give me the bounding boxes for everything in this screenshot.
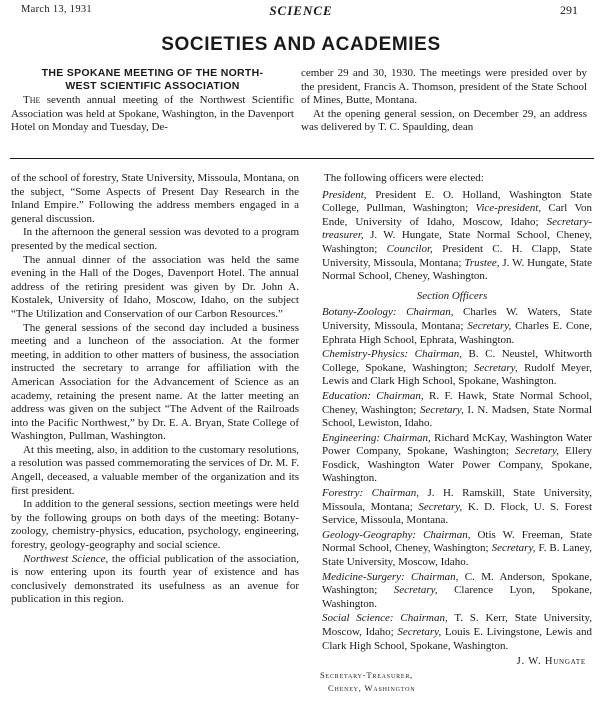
secretary-text: Louis E. Livingstone, Lewis and Clark High School, Spokane, Washington. bbox=[322, 626, 592, 652]
issue-date: March 13, 1931 bbox=[21, 4, 92, 15]
secretary-label: Secretary, bbox=[491, 542, 536, 555]
secretary-text: Charles E. Cone, Ephrata High School, Ephrata, Washington. bbox=[322, 319, 592, 346]
chairman-label: Chairman, bbox=[383, 431, 431, 444]
section-name: Botany-Zoology: bbox=[322, 306, 407, 319]
section-name: Forestry: bbox=[322, 487, 372, 500]
section-officer-entry bbox=[312, 306, 592, 347]
journal-name: SCIENCE bbox=[269, 3, 333, 18]
secretary-text: Clarence Lyon, Spokane, Washington. bbox=[322, 584, 592, 610]
afternoon-paragraph: In the afternoon the general session was devoted to a program presented by the medical section. bbox=[11, 226, 299, 252]
main-right-column bbox=[312, 172, 592, 695]
secretary-label: Secretary, bbox=[397, 626, 442, 638]
section-officer-entry bbox=[312, 571, 592, 612]
section-name: Chemistry-Physics: bbox=[322, 348, 415, 361]
article-title-line-2: WEST SCIENTIFIC ASSOCIATION bbox=[65, 80, 240, 92]
section-officer-entry bbox=[312, 612, 592, 653]
chairman-label: Chairman, bbox=[400, 612, 448, 625]
intro-lead-word: The bbox=[23, 94, 41, 106]
chairman-label: Chairman, bbox=[371, 487, 419, 500]
intro-left-column bbox=[11, 67, 294, 135]
journal-paragraph bbox=[11, 553, 299, 607]
secretary-text: K. D. Flock, U. S. Forest Service, Missoula, Montana. bbox=[322, 500, 592, 527]
article-title bbox=[11, 67, 294, 93]
chairman-label: Chairman, bbox=[376, 389, 424, 402]
opening-paragraph-part2: of the school of forestry, State University, Missoula, Montana, on the subject, “Some Aspects of Present Day Research in the Inland Empire.” Following the address members engaged in a general discussion. bbox=[11, 172, 299, 225]
officer-text: President E. O. Holland, Washington State College, Pullman, Washington; bbox=[322, 188, 592, 215]
opening-paragraph-part1: At the opening general session, on December 29, an address was delivered by T. C. Spaulding, dean bbox=[301, 107, 587, 134]
chairman-text: T. S. Kerr, State University, Moscow, Idaho; bbox=[322, 612, 592, 638]
journal-text: the official publication of the association, is now entering upon its fourth year of existence and has conclusively demonstrated its usefulness as an avenue for publication in this region. bbox=[11, 552, 299, 606]
officer-role: President, bbox=[322, 188, 367, 201]
chairman-label: Chairman, bbox=[411, 570, 459, 583]
officers-paragraph bbox=[312, 189, 592, 284]
secretary-label: Secretary, bbox=[418, 500, 463, 513]
section-officers-list bbox=[312, 306, 592, 653]
officer-role: Vice-president, bbox=[475, 202, 542, 215]
officer-role: Councilor, bbox=[386, 242, 433, 255]
secretary-label: Secretary, bbox=[419, 403, 464, 416]
intro-text-part1: seventh annual meeting of the Northwest Scientific Association was held at Spokane, Washington, in the Davenport Hotel on Monday and Tuesday, De- bbox=[11, 94, 294, 134]
main-left-column bbox=[11, 172, 299, 607]
section-officer-entry bbox=[312, 487, 592, 528]
secretary-text: I. N. Madsen, State Normal School, Lewiston, Idaho. bbox=[322, 403, 592, 430]
resolution-paragraph: At this meeting, also, in addition to the customary resolutions, a resolution was passed commemorating the services of Dr. M. F. Angell, deceased, a valuable member of the organization and its first president. bbox=[11, 443, 299, 497]
chairman-text: B. C. Neustel, Whitworth College, Spokane, Washington; bbox=[322, 348, 593, 374]
section-title: SOCIETIES AND ACADEMIES bbox=[161, 34, 441, 55]
chairman-label: Chairman, bbox=[406, 306, 454, 319]
officer-role: Trustee, bbox=[464, 256, 500, 269]
page-number: 291 bbox=[560, 3, 578, 17]
section-name: Social Science: bbox=[322, 612, 401, 625]
section-officers-heading: Section Officers bbox=[416, 289, 488, 302]
section-name: Geology-Geography: bbox=[322, 528, 424, 541]
section-officer-entry bbox=[312, 432, 592, 486]
section-officer-entry bbox=[312, 529, 592, 570]
dinner-paragraph: The annual dinner of the association was held the same evening in the Hall of the Doges, Davenport Hotel. The annual address of the retiring president was given by Dr. John A. Kostalek, University of Idaho, Moscow, Idaho, on the subject “The Utilization and Conservation of our Carbon Resources.” bbox=[11, 253, 299, 320]
chairman-text: C. M. Anderson, Spokane, Washington; bbox=[322, 570, 592, 597]
running-header bbox=[0, 0, 602, 22]
secretary-label: Secretary, bbox=[473, 361, 518, 374]
section-officer-entry bbox=[312, 348, 592, 389]
chairman-text: Otis W. Freeman, State Normal School, Cheney, Washington; bbox=[322, 528, 592, 555]
sections-paragraph: In addition to the general sessions, section meetings were held by the following groups on both days of the meeting: Botany-zoology, chemistry-physics, education, psychology, engineering, forestry, geology-geography and social science. bbox=[11, 498, 299, 552]
secretary-label: Secretary, bbox=[467, 319, 512, 332]
secretary-text: Rudolf Meyer, Lewis and Clark High School, Spokane, Washington. bbox=[322, 361, 592, 388]
chairman-text: Charles W. Waters, State University, Missoula, Montana; bbox=[322, 306, 592, 332]
chairman-label: Chairman, bbox=[423, 528, 471, 541]
chairman-label: Chairman, bbox=[414, 348, 463, 361]
secretary-text: F. B. Laney, State University, Moscow, Idaho. bbox=[322, 542, 593, 569]
intro-text-part2: cember 29 and 30, 1930. The meetings were presided over by the president, Francis A. Thomson, president of the State School of Mines, Butte, Montana. bbox=[301, 67, 587, 107]
chairman-text: J. H. Ramskill, State University, Missoula, Montana; bbox=[322, 487, 592, 513]
chairman-text: R. F. Hawk, State Normal School, Cheney, Washington; bbox=[322, 389, 592, 416]
horizontal-rule bbox=[10, 158, 594, 159]
article-title-line-1: THE SPOKANE MEETING OF THE NORTH- bbox=[41, 67, 264, 79]
intro-paragraph bbox=[11, 94, 294, 135]
officers-list bbox=[312, 189, 592, 284]
section-name: Medicine-Surgery: bbox=[322, 570, 412, 583]
intro-right-column bbox=[301, 67, 587, 135]
officer-text: President C. H. Clapp, State University, Missoula, Montana; bbox=[322, 242, 592, 269]
section-name: Engineering: bbox=[322, 431, 384, 444]
signature-title: Secretary-Treasurer, bbox=[320, 669, 414, 680]
signature: J. W. Hungate bbox=[516, 656, 586, 668]
officers-intro: The following officers were elected: bbox=[324, 172, 484, 184]
journal-title: Northwest Science, bbox=[23, 552, 109, 565]
section-name: Education: bbox=[322, 389, 377, 402]
officer-text: Carl Von Ende, University of Idaho, Moscow, Idaho; bbox=[322, 202, 592, 228]
signature-place: Cheney, Washington bbox=[328, 682, 416, 693]
officer-text: J. W. Hungate, State Normal School, Cheney, Washington; bbox=[322, 229, 592, 255]
chairman-text: Richard McKay, Washington Water Power Company, Spokane, Washington; bbox=[322, 431, 592, 458]
section-officer-entry bbox=[312, 390, 592, 431]
officer-text: J. W. Hungate, State Normal School, Cheney, Washington. bbox=[322, 256, 592, 283]
secretary-label: Secretary, bbox=[393, 584, 438, 597]
secretary-label: Secretary, bbox=[515, 445, 560, 458]
officer-role: Secretary-treasurer, bbox=[322, 215, 592, 242]
second-day-paragraph: The general sessions of the second day included a business meeting and a luncheon of the association. At the former meeting, in addition to other matters of business, the association instructed the secretary to arrange for affiliation with the American Association for the Advancement of Science as an academy, retaining the present name. At the latter meeting an address was given on the subject “The Advent of the Railroads into the Pacific Northwest,” by Dr. E. A. Bryan, State College of Washington, Pullman, Washington. bbox=[11, 321, 299, 443]
secretary-text: Ellery Fosdick, Washington Water Power Company, Spokane, Washington. bbox=[322, 445, 592, 485]
